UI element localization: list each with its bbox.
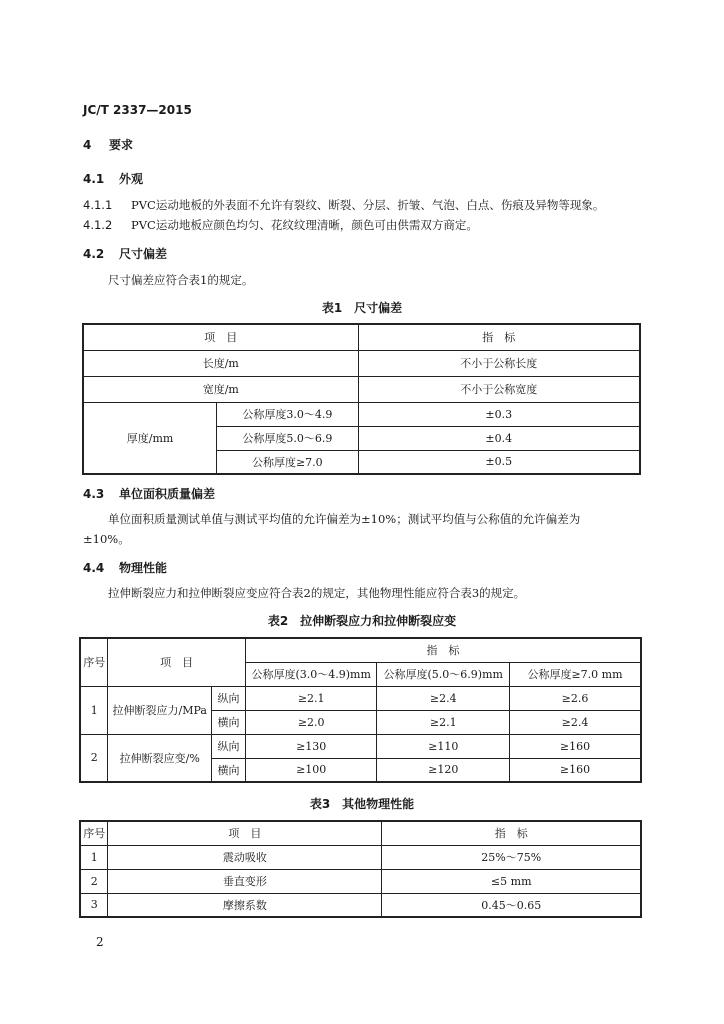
table1-cell-value: ±0.4 xyxy=(358,426,640,450)
clause-4-1-1 xyxy=(83,195,604,215)
section-title: 单位面积质量偏差 xyxy=(119,487,216,501)
clause-number: 4.1.1 xyxy=(83,198,113,212)
table1-cell-sub: 公称厚度≥7.0 xyxy=(217,450,359,474)
table2-cell-dir: 横向 xyxy=(212,710,246,734)
section-number: 4.3 xyxy=(83,487,105,501)
section-4-4-heading xyxy=(83,559,167,576)
table2-cell-value: ≥2.0 xyxy=(245,710,377,734)
table1-head-item: 项 目 xyxy=(83,324,358,350)
table3-cell-item: 摩擦系数 xyxy=(108,893,382,917)
table2-cell-value: ≥2.4 xyxy=(377,686,510,710)
table2 xyxy=(79,637,642,783)
section-4-3-text-line1: 单位面积质量测试单值与测试平均值的允许偏差为±10%；测试平均值与公称值的允许偏差为 xyxy=(108,512,581,526)
table1-thickness-label: 厚度/mm xyxy=(83,402,217,474)
section-title: 尺寸偏差 xyxy=(119,247,168,261)
table2-cell-value: ≥2.6 xyxy=(509,686,641,710)
table2-cell-value: ≥2.1 xyxy=(377,710,510,734)
section-number: 4.2 xyxy=(83,247,105,261)
table3-cell-value: 0.45～0.65 xyxy=(382,893,641,917)
table2-caption: 表2 拉伸断裂应力和拉伸断裂应变 xyxy=(267,614,457,628)
table2-cell-value: ≥2.1 xyxy=(245,686,377,710)
table3-cell-no: 1 xyxy=(80,845,108,869)
table3-cell-item: 震动吸收 xyxy=(108,845,382,869)
clause-number: 4.1.2 xyxy=(83,218,113,232)
section-4-3-text-line2: ±10%。 xyxy=(83,532,130,546)
section-title: 物理性能 xyxy=(119,561,168,575)
table3-cell-value: 25%～75% xyxy=(382,845,641,869)
table3-head-index: 指 标 xyxy=(382,821,641,845)
table2-cell-value: ≥130 xyxy=(245,734,377,758)
table1-cell-item: 长度/m xyxy=(83,350,358,376)
table1-caption: 表1 尺寸偏差 xyxy=(321,301,403,315)
table3-cell-value: ≤5 mm xyxy=(382,869,641,893)
table1-cell-item: 宽度/m xyxy=(83,376,358,402)
section-4-2-text: 尺寸偏差应符合表1的规定。 xyxy=(108,273,254,287)
table1-cell-value: 不小于公称宽度 xyxy=(358,376,640,402)
table2-cell-item: 拉伸断裂应力/MPa xyxy=(108,686,212,734)
table1-cell-sub: 公称厚度5.0～6.9 xyxy=(217,426,359,450)
table2-cell-no: 1 xyxy=(80,686,108,734)
clause-text: PVC运动地板的外表面不允许有裂纹、断裂、分层、折皱、气泡、白点、伤痕及异物等现象。 xyxy=(131,198,605,212)
table1-cell-sub: 公称厚度3.0～4.9 xyxy=(217,402,359,426)
doc-code-header: JC/T 2337—2015 xyxy=(83,103,192,117)
section-4-2-heading xyxy=(83,245,167,262)
section-title: 外观 xyxy=(119,172,144,186)
table2-cell-value: ≥120 xyxy=(377,758,510,782)
table3-cell-no: 2 xyxy=(80,869,108,893)
table2-col-head: 公称厚度(3.0～4.9)mm xyxy=(245,662,377,686)
section-4-heading xyxy=(83,136,133,153)
table2-cell-no: 2 xyxy=(80,734,108,782)
table3-cell-no: 3 xyxy=(80,893,108,917)
table3-caption: 表3 其他物理性能 xyxy=(309,797,415,811)
table2-cell-dir: 纵向 xyxy=(212,686,246,710)
table2-cell-value: ≥110 xyxy=(377,734,510,758)
table2-cell-value: ≥160 xyxy=(509,758,641,782)
section-number: 4.1 xyxy=(83,172,105,186)
table2-cell-value: ≥100 xyxy=(245,758,377,782)
table3-head-item: 项 目 xyxy=(108,821,382,845)
table2-head-item: 项 目 xyxy=(108,638,246,686)
table1 xyxy=(82,323,641,475)
table2-col-head: 公称厚度≥7.0 mm xyxy=(509,662,641,686)
table2-head-index: 指 标 xyxy=(245,638,641,662)
table2-cell-value: ≥160 xyxy=(509,734,641,758)
table3 xyxy=(79,820,642,918)
table3-head-no: 序号 xyxy=(80,821,108,845)
table2-cell-item: 拉伸断裂应变/% xyxy=(108,734,212,782)
section-number: 4 xyxy=(83,138,92,152)
clause-4-1-2 xyxy=(83,215,478,235)
table1-cell-value: ±0.3 xyxy=(358,402,640,426)
table2-cell-value: ≥2.4 xyxy=(509,710,641,734)
section-title: 要求 xyxy=(109,138,134,152)
section-number: 4.4 xyxy=(83,561,105,575)
table1-head-index: 指 标 xyxy=(358,324,640,350)
table1-cell-value: ±0.5 xyxy=(358,450,640,474)
table2-cell-dir: 纵向 xyxy=(212,734,246,758)
section-4-1-heading xyxy=(83,170,143,187)
table2-col-head: 公称厚度(5.0～6.9)mm xyxy=(377,662,510,686)
section-4-4-text: 拉伸断裂应力和拉伸断裂应变应符合表2的规定，其他物理性能应符合表3的规定。 xyxy=(108,586,526,600)
table2-head-no: 序号 xyxy=(80,638,108,686)
table2-cell-dir: 横向 xyxy=(212,758,246,782)
table1-cell-value: 不小于公称长度 xyxy=(358,350,640,376)
section-4-3-heading xyxy=(83,485,215,502)
page-number: 2 xyxy=(96,935,104,949)
table3-cell-item: 垂直变形 xyxy=(108,869,382,893)
clause-text: PVC运动地板应颜色均匀、花纹纹理清晰，颜色可由供需双方商定。 xyxy=(131,218,478,232)
